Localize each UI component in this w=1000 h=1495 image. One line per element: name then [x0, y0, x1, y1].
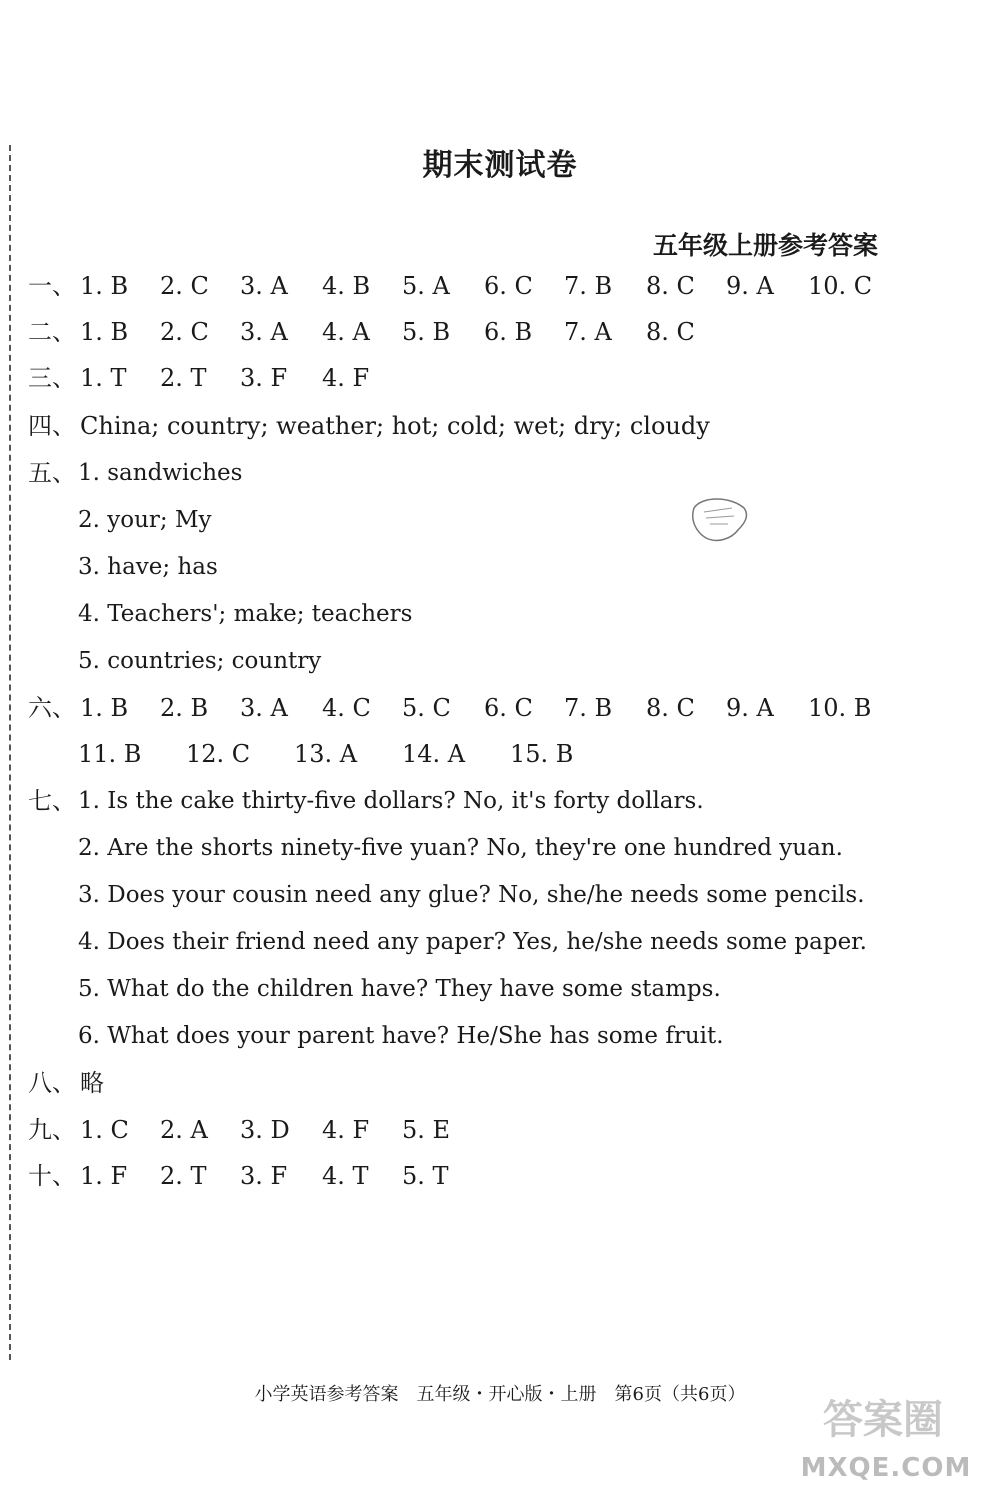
answer-item: 5. E	[402, 1116, 451, 1144]
answer-line: 3. have; has	[78, 554, 218, 580]
answer-item: 1. F	[80, 1162, 128, 1190]
answer-item: 2. T	[160, 364, 207, 392]
answer-item: 3. A	[240, 694, 288, 722]
answer-item: 2. C	[160, 272, 209, 300]
answer-item: 6. C	[484, 272, 533, 300]
answer-item: 4. A	[322, 318, 370, 346]
answer-item: 5. A	[402, 272, 450, 300]
answer-item: 3. A	[240, 318, 288, 346]
answer-item: 7. A	[564, 318, 612, 346]
answer-item: 10. B	[808, 694, 872, 722]
answer-item: 4. B	[322, 272, 371, 300]
section-number: 六、	[28, 694, 76, 722]
answer-item: 7. B	[564, 272, 613, 300]
section-10	[28, 1158, 449, 1194]
watermark-url: MXQE.COM	[800, 1453, 972, 1483]
answer-line: 6. What does your parent have? He/She has some fruit.	[78, 1023, 724, 1049]
answer-line: 4. Does their friend need any paper? Yes, he/she needs some paper.	[78, 929, 867, 955]
answer-item: 1. T	[80, 364, 127, 392]
section-number: 八、	[28, 1069, 76, 1097]
answer-item: 1. B	[80, 318, 129, 346]
answer-item: 7. B	[564, 694, 613, 722]
answer-item: 2. A	[160, 1116, 208, 1144]
answer-text: China; country; weather; hot; cold; wet; dry; cloudy	[80, 412, 710, 440]
section-number: 二、	[28, 318, 76, 346]
section-number: 九、	[28, 1116, 76, 1144]
answer-item: 4. C	[322, 694, 371, 722]
answer-item: 5. C	[402, 694, 451, 722]
answer-line: 5. What do the children have? They have some stamps.	[78, 976, 721, 1002]
section-8	[28, 1065, 104, 1101]
answer-item: 3. F	[240, 1162, 288, 1190]
answer-item: 6. C	[484, 694, 533, 722]
answer-item: 5. T	[402, 1162, 449, 1190]
answer-item: 2. B	[160, 694, 209, 722]
answer-item: 3. D	[240, 1116, 290, 1144]
answer-item: 3. A	[240, 272, 288, 300]
watermark-logo-text: 答案圈	[823, 1397, 943, 1443]
stamp-icon	[688, 494, 750, 546]
answer-line: 4. Teachers'; make; teachers	[78, 601, 413, 627]
answer-item: 4. F	[322, 1116, 370, 1144]
page-footer: 小学英语参考答案 五年级・开心版・上册 第6页（共6页）	[254, 1384, 746, 1405]
answer-item: 9. A	[726, 272, 774, 300]
answer-item: 10. C	[808, 272, 873, 300]
answer-line: 1. Is the cake thirty-five dollars? No, it's forty dollars.	[78, 788, 704, 814]
answer-item: 15. B	[510, 740, 574, 768]
answer-item: 1. B	[80, 272, 129, 300]
answer-line: 2. your; My	[78, 507, 212, 533]
section-4	[28, 408, 710, 444]
answer-item: 11. B	[78, 740, 142, 768]
page-title: 期末测试卷	[422, 148, 578, 183]
answer-line: 2. Are the shorts ninety-five yuan? No, they're one hundred yuan.	[78, 835, 843, 861]
section-number: 十、	[28, 1162, 76, 1190]
answer-item: 12. C	[186, 740, 251, 768]
section-number: 七、	[28, 787, 76, 815]
answer-line: 5. countries; country	[78, 648, 322, 674]
section-number: 一、	[28, 272, 76, 300]
section-1	[28, 268, 872, 304]
section-number: 四、	[28, 412, 76, 440]
section-7	[28, 783, 80, 819]
answer-item: 2. T	[160, 1162, 207, 1190]
answer-item: 4. T	[322, 1162, 369, 1190]
answer-item: 2. C	[160, 318, 209, 346]
answer-item: 1. C	[80, 1116, 129, 1144]
answer-item: 9. A	[726, 694, 774, 722]
answer-item: 6. B	[484, 318, 533, 346]
answer-item: 13. A	[294, 740, 358, 768]
answer-item: 1. B	[80, 694, 129, 722]
section-6-continued	[78, 736, 573, 772]
answer-line: 3. Does your cousin need any glue? No, she/he needs some pencils.	[78, 882, 865, 908]
section-number: 三、	[28, 364, 76, 392]
section-3	[28, 360, 369, 396]
section-2	[28, 314, 695, 350]
answer-item: 4. F	[322, 364, 370, 392]
answer-text: 略	[80, 1069, 104, 1097]
section-6	[28, 690, 871, 726]
answer-item: 14. A	[402, 740, 466, 768]
answer-item: 5. B	[402, 318, 451, 346]
answer-item: 3. F	[240, 364, 288, 392]
section-number: 五、	[28, 459, 76, 487]
answer-line: 1. sandwiches	[78, 460, 243, 486]
answer-item: 8. C	[646, 272, 695, 300]
section-5	[28, 455, 80, 491]
page-subtitle: 五年级上册参考答案	[652, 231, 878, 260]
binding-dash-line	[9, 145, 11, 1360]
section-9	[28, 1112, 450, 1148]
answer-item: 8. C	[646, 694, 695, 722]
answer-item: 8. C	[646, 318, 695, 346]
